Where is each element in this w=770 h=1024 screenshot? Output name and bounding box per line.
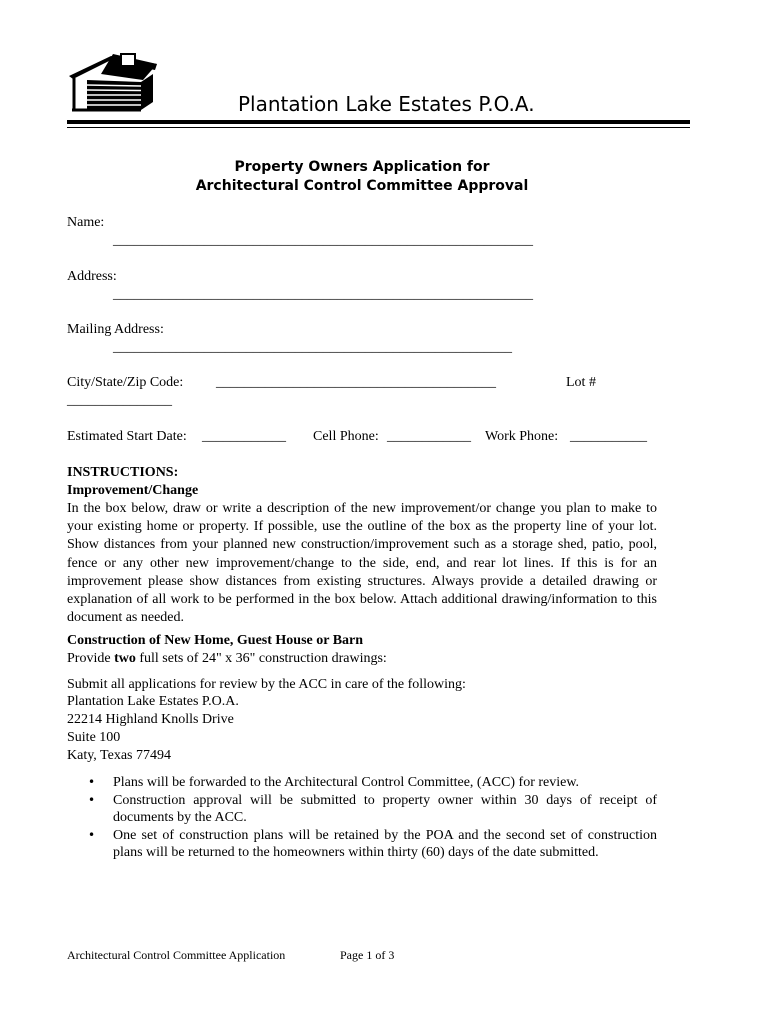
mailing-address-field[interactable]: _________________________________________________________ — [113, 340, 512, 355]
process-bullet-list — [67, 774, 657, 862]
provide-text-pre: Provide — [67, 651, 115, 666]
mailing-address-label: Mailing Address: — [67, 322, 164, 337]
lot-label: Lot # — [566, 375, 596, 390]
bullet-text: One set of construction plans will be retained by the POA and the second set of construction plans will be returned to the homeowners within thirty (60) days of the date submitted. — [113, 827, 657, 860]
provide-text-post: full sets of 24" x 36" construction drawings: — [135, 651, 387, 666]
list-item — [67, 792, 657, 827]
work-phone-field[interactable]: ___________ — [570, 429, 647, 444]
list-item — [67, 774, 657, 792]
improvement-heading: Improvement/Change — [67, 483, 199, 498]
footer-page-number: Page 1 of 3 — [340, 948, 395, 962]
city-state-zip-field[interactable]: ________________________________________ — [216, 375, 496, 390]
house-icon — [67, 52, 159, 114]
bullet-text: Plans will be forwarded to the Architectural Control Committee, (ACC) for review. — [113, 775, 580, 790]
mailing-address-line: Katy, Texas 77494 — [67, 748, 172, 763]
name-label: Name: — [67, 215, 105, 230]
footer-document-name: Architectural Control Committee Application — [67, 948, 286, 962]
form-title-line1: Property Owners Application for — [234, 159, 490, 175]
organization-name: Plantation Lake Estates P.O.A. — [238, 92, 535, 116]
form-title-line2: Architectural Control Committee Approval — [195, 178, 529, 194]
header-rule — [67, 120, 690, 124]
name-field[interactable]: ____________________________________________________________ — [113, 233, 533, 248]
bullet-icon: • — [88, 775, 96, 789]
improvement-paragraph: In the box below, draw or write a description of the new improvement/or change you plan to make to your existing home or property. If possible, use the outline of the box as the property line of your lot. Show distances from your planned new construction/improvement such as a storage shed, patio, pool, fence or any other new improvement/change to the side, end, and rear lot lines. If this is for an improvement please show distances from existing structures. Always provide a detailed drawing or explanation of all work to be performed in the box below. Attach additional drawing/information to this document as needed. — [67, 501, 657, 626]
provide-text-bold: two — [114, 651, 136, 666]
list-item — [67, 827, 657, 862]
work-phone-label: Work Phone: — [485, 429, 559, 444]
bullet-text: Construction approval will be submitted to property owner within 30 days of receipt of documents by the ACC. — [113, 792, 657, 825]
city-state-zip-label: City/State/Zip Code: — [67, 375, 184, 390]
bullet-icon: • — [88, 792, 96, 807]
instructions-heading: INSTRUCTIONS: — [67, 465, 179, 480]
start-date-field[interactable]: ____________ — [202, 429, 286, 444]
bullet-icon: • — [88, 827, 96, 842]
header-rule-thin — [67, 127, 690, 128]
construction-heading: Construction of New Home, Guest House or Barn — [67, 633, 364, 648]
submit-line: Submit all applications for review by the ACC in care of the following: — [67, 677, 466, 692]
cell-phone-field[interactable]: ____________ — [387, 429, 471, 444]
construction-drawings-line — [67, 651, 387, 667]
mailing-address-line: Suite 100 — [67, 730, 121, 745]
cell-phone-label: Cell Phone: — [313, 429, 379, 444]
mailing-address-line: Plantation Lake Estates P.O.A. — [67, 694, 239, 709]
address-label: Address: — [67, 269, 117, 284]
lot-field[interactable]: _______________ — [67, 393, 172, 408]
address-field[interactable]: ____________________________________________________________ — [113, 287, 533, 302]
mailing-address-line: 22214 Highland Knolls Drive — [67, 712, 234, 727]
start-date-label: Estimated Start Date: — [67, 429, 187, 444]
